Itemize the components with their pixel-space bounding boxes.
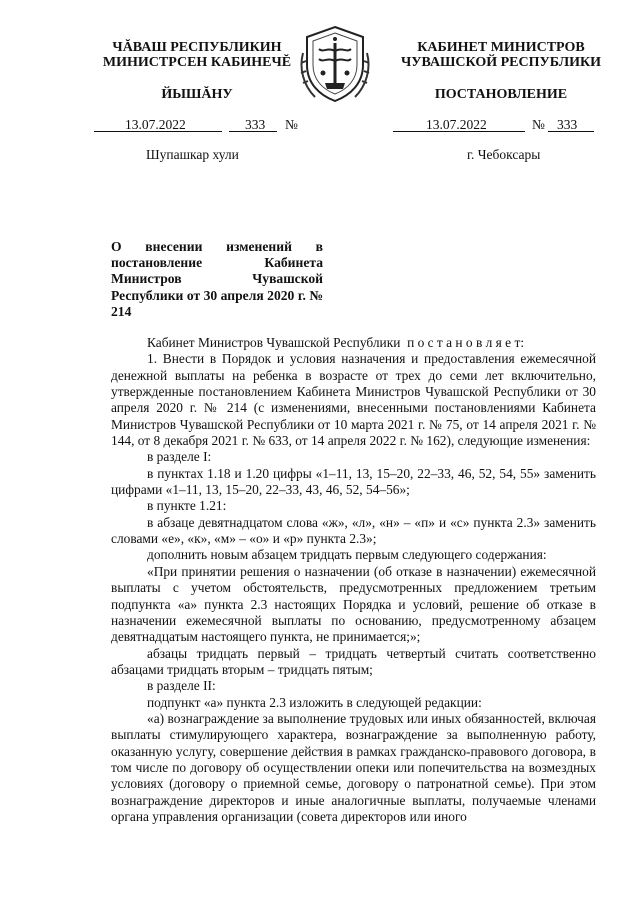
body-paragraph: в абзаце девятнадцатом слова «ж», «л», «н» – «п» и «с» пункта 2.3» заменить словами «е», «к», «м» – «о» и «р» пункта 2.3»; [111, 514, 596, 547]
header-right-line1: КАБИНЕТ МИНИСТРОВ [417, 40, 585, 55]
header-left [82, 40, 312, 102]
body-paragraph: «а) вознаграждение за выполнение трудовых или иных обязанностей, включая выплаты стимулирующего характера, вознаграждение за выполненную работу, оказанную услугу, совершение действия в рамках гражданско-правового договора, в том числе по договору об осуществлении опеки или попечительства на возмездных условиях (договору о приемной семье, договору о патронатной семье). При этом вознаграждение директоров и иные аналогичные выплаты, получаемые членами органа управления организации (совета директоров или иного [111, 710, 596, 824]
body-paragraph: в разделе I: [147, 449, 212, 465]
body-paragraph: «При принятии решения о назначении (об отказе в назначении) ежемесячной выплаты с учетом обстоятельств, предусмотренных предложением третьим подпункта «а» пункта 2.3 настоящих Порядка и условий, решение об отказе в назначении ежемесячной выплаты по основанию, предусмотренному абзацем девятнадцатым настоящего пункта, не принимается;»; [111, 563, 596, 645]
right-number: 333 [557, 117, 578, 132]
body-p1-spaced: п о с т а н о в л я е т: [407, 335, 525, 350]
header-right-doctype: ПОСТАНОВЛЕНИЕ [434, 87, 568, 102]
right-date: 13.07.2022 [426, 117, 487, 132]
header-left-doctype: ЙЫШĂНУ [161, 87, 233, 102]
chuvash-emblem-icon [297, 23, 373, 105]
body-paragraph: в пунктах 1.18 и 1.20 цифры «1–11, 13, 15–20, 22–33, 46, 52, 54, 55» заменить цифрами «1–11, 13, 15–20, 22–33, 43, 46, 52, 54–56»; [111, 465, 596, 498]
body-paragraph: в пункте 1.21: [147, 498, 227, 514]
left-city: Шупашкар хули [146, 147, 239, 162]
header-right [386, 40, 616, 102]
body-p1-prefix: Кабинет Министров Чувашской Республики [147, 335, 401, 350]
body-paragraph: дополнить новым абзацем тридцать первым следующего содержания: [147, 547, 547, 563]
body-paragraph: в разделе II: [147, 678, 216, 694]
left-number-sign: № [285, 117, 298, 132]
emblem-seal [297, 23, 373, 105]
document-subject: О внесении изменений в постановление Кабинета Министров Чувашской Республики от 30 апреля 2020 г. № 214 [111, 239, 323, 319]
header-left-line1: ЧĂВАШ РЕСПУБЛИКИН [112, 40, 282, 55]
header-right-line2: ЧУВАШСКОЙ РЕСПУБЛИКИ [400, 55, 602, 70]
body-paragraph: подпункт «а» пункта 2.3 изложить в следующей редакции: [147, 694, 482, 710]
body-paragraph: 1. Внести в Порядок и условия назначения и предоставления ежемесячной денежной выплаты на ребенка в возрасте от трех до семи лет включительно, утвержденные постановлением Кабинета Министров Чувашской Республики от 30 апреля 2020 г. № 214 (с изменениями, внесенными постановлениями Кабинета Министров Чувашской Республики от 10 марта 2021 г. № 75, от 14 апреля 2021 г. № 144, от 8 декабря 2021 г. № 633, от 14 апреля 2022 г. № 162), следующие изменения: [111, 351, 596, 449]
left-date: 13.07.2022 [125, 117, 186, 132]
body-paragraph [111, 335, 596, 351]
right-number-sign: № [532, 117, 545, 132]
body-paragraph: абзацы тридцать первый – тридцать четвертый считать соответственно абзацами тридцать вторым – тридцать пятым; [111, 645, 596, 677]
document-body [111, 335, 596, 825]
left-number: 333 [245, 117, 266, 132]
right-city: г. Чебоксары [467, 147, 541, 162]
header-left-line2: МИНИСТРСЕН КАБИНЕЧĔ [102, 55, 292, 70]
